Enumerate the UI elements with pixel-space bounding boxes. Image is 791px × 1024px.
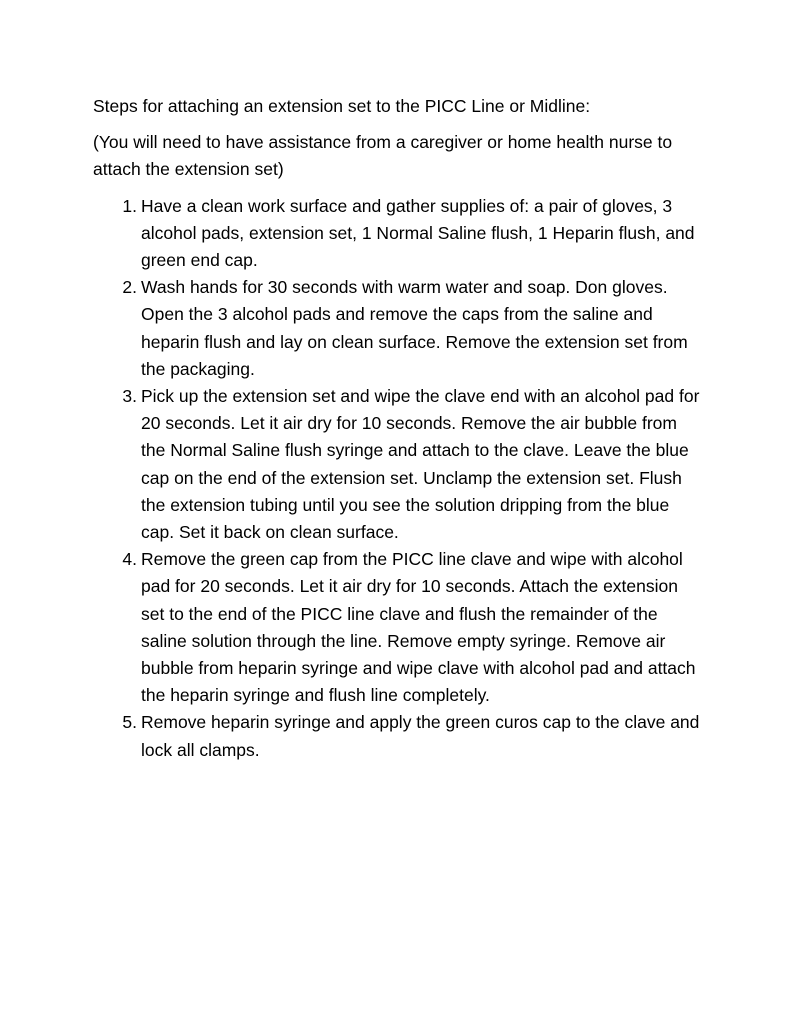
- list-item: [122, 383, 703, 546]
- list-item: [122, 274, 703, 383]
- step-text: Remove heparin syringe and apply the green curos cap to the clave and lock all clamps.: [141, 712, 700, 760]
- step-number: 1.: [122, 195, 137, 216]
- document-body: [93, 93, 703, 764]
- list-item: [122, 193, 703, 275]
- step-text: Remove the green cap from the PICC line clave and wipe with alcohol pad for 20 seconds. Let it air dry for 10 seconds. Attach the extension set to the end of the PICC line clave and flush the remainder of the saline solution through the line. Remove empty syringe. Remove air bubble from heparin syringe and wipe clave with alcohol pad and attach the heparin syringe and flush line completely.: [141, 549, 696, 706]
- document-heading: Steps for attaching an extension set to the PICC Line or Midline:: [93, 96, 591, 116]
- steps-list: [93, 193, 703, 764]
- step-number: 2.: [122, 277, 137, 298]
- list-item: [122, 709, 703, 763]
- step-text: Wash hands for 30 seconds with warm water and soap. Don gloves. Open the 3 alcohol pads and remove the caps from the saline and heparin flush and lay on clean surface. Remove the extension set from the packaging.: [141, 277, 688, 379]
- step-number: 5.: [122, 712, 137, 733]
- step-text: Pick up the extension set and wipe the clave end with an alcohol pad for 20 seconds. Let it air dry for 10 seconds. Remove the air bubble from the Normal Saline flush syringe and attach to the clave. Leave the blue cap on the end of the extension set. Unclamp the extension set. Flush the extension tubing until you see the solution dripping from the blue cap. Set it back on clean surface.: [141, 386, 700, 543]
- step-text: Have a clean work surface and gather supplies of: a pair of gloves, 3 alcohol pads, extension set, 1 Normal Saline flush, 1 Heparin flush, and green end cap.: [141, 195, 695, 271]
- list-item: [122, 546, 703, 709]
- step-number: 3.: [122, 386, 137, 407]
- assistance-note: (You will need to have assistance from a caregiver or home health nurse to attach the extension set): [93, 132, 673, 180]
- step-number: 4.: [122, 549, 137, 570]
